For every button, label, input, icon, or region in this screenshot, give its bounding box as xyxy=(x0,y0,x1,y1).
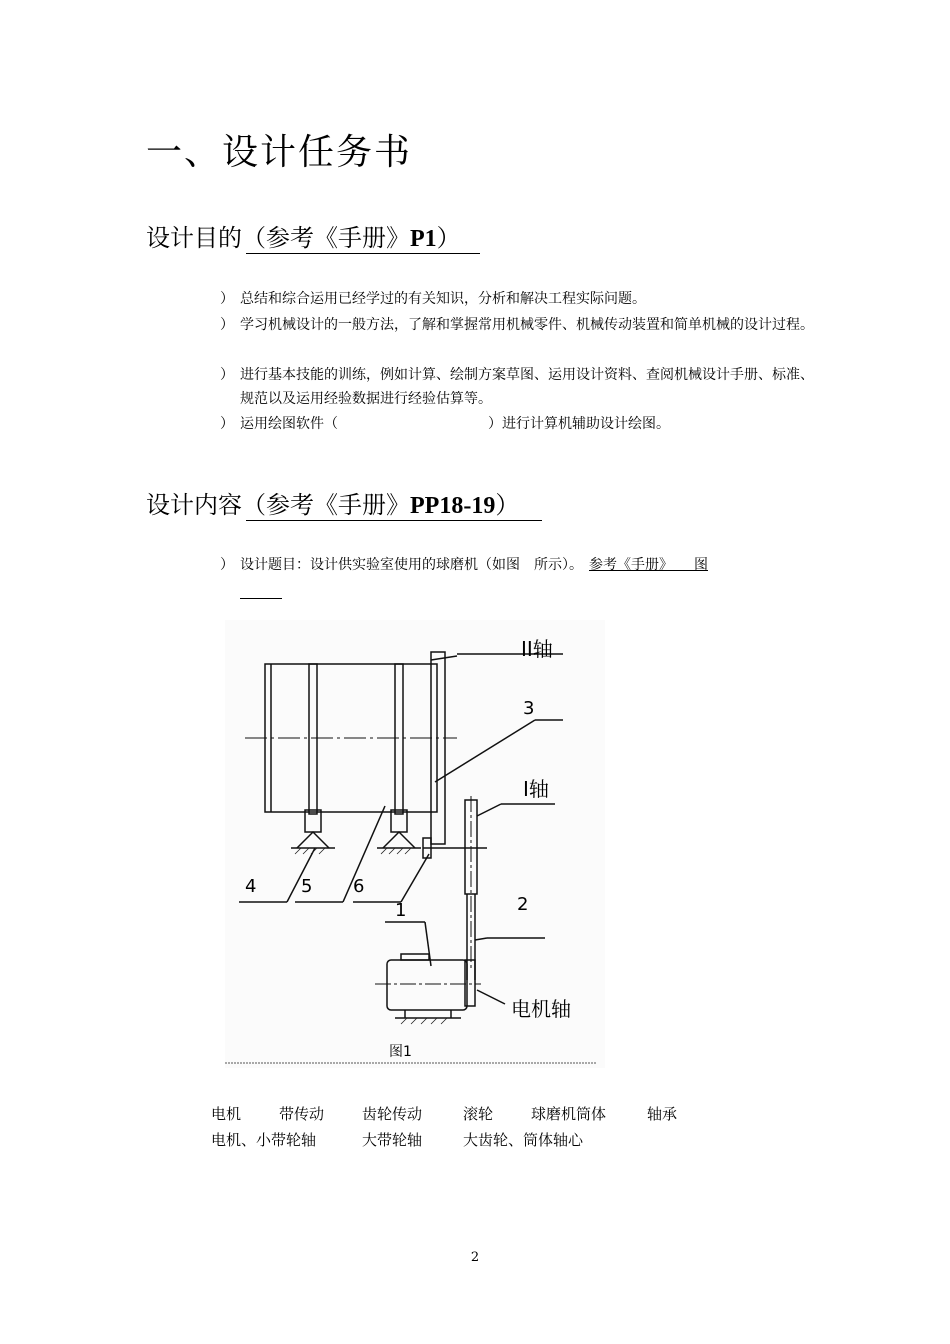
section-title-underline xyxy=(246,520,542,521)
label-num-6: 6 xyxy=(353,876,365,897)
label-num-3: 3 xyxy=(523,698,535,719)
legend-row-2 xyxy=(211,1129,811,1151)
section-title-content xyxy=(146,485,519,520)
design-task xyxy=(220,553,815,577)
item-text: 学习机械设计的一般方法，了解和掌握常用机械零件、机械传动装置和简单机械的设计过程。 xyxy=(240,317,814,333)
section-title-ref: PP18-19 xyxy=(410,493,496,519)
label-num-4: 4 xyxy=(245,876,257,897)
section-title-text: 设计目的（参考《手册》 xyxy=(146,224,410,252)
label-motor-shaft: 电机轴 xyxy=(511,997,571,1021)
purpose-item xyxy=(220,363,815,411)
item-marker: ） xyxy=(220,416,234,432)
legend-item: 轴承 xyxy=(647,1105,678,1123)
legend-item: 大带轮轴 xyxy=(362,1131,423,1149)
legend-item: 带传动 xyxy=(279,1105,325,1123)
purpose-item xyxy=(220,412,815,436)
ball-mill-figure xyxy=(225,620,605,1068)
legend-item: 电机、小带轮轴 xyxy=(211,1131,317,1149)
page-number: 2 xyxy=(470,1250,480,1265)
legend-item: 齿轮传动 xyxy=(362,1105,423,1123)
section-title-ref: P1 xyxy=(410,226,437,252)
task-text: 设计题目：设计供实验室使用的球磨机（如图 所示）。 xyxy=(240,557,583,573)
item-text: 总结和综合运用已经学过的有关知识，分析和解决工程实际问题。 xyxy=(240,291,646,307)
item-marker: ） xyxy=(220,557,234,573)
legend-row-1 xyxy=(211,1103,811,1125)
section-title-text: 设计内容（参考《手册》 xyxy=(146,491,410,519)
section-title-end: ） xyxy=(495,491,520,519)
page-heading: 一、设计任务书 xyxy=(146,132,413,173)
section-title-underline xyxy=(246,253,480,254)
item-marker: ） xyxy=(220,291,234,307)
legend-item: 电机 xyxy=(211,1105,242,1123)
item-text: ）进行计算机辅助设计绘图。 xyxy=(488,416,670,432)
figure-caption: 图1 xyxy=(389,1044,412,1060)
label-num-1: 1 xyxy=(395,900,407,921)
item-marker: ） xyxy=(220,317,234,333)
legend-item: 球磨机筒体 xyxy=(531,1105,607,1123)
item-marker: ） xyxy=(220,367,234,383)
purpose-item xyxy=(220,287,815,311)
task-underline-tail xyxy=(240,598,282,599)
label-shaft-i: I轴 xyxy=(523,777,549,801)
item-text: 运用绘图软件（ xyxy=(240,416,338,432)
item-text: 进行基本技能的训练，例如计算、绘制方案草图、运用设计资料、查阅机械设计手册、标准、规范以及运用经验数据进行经验估算等。 xyxy=(240,367,814,407)
section-title-end: ） xyxy=(436,224,461,252)
label-num-5: 5 xyxy=(301,876,313,897)
task-reference: 参考《手册》 图 xyxy=(589,557,708,573)
label-shaft-ii: II轴 xyxy=(521,637,553,661)
legend-item: 滚轮 xyxy=(463,1105,494,1123)
label-num-2: 2 xyxy=(517,894,529,915)
legend-item: 大齿轮、筒体轴心 xyxy=(463,1131,584,1149)
purpose-item xyxy=(220,313,815,337)
section-title-purpose xyxy=(146,218,461,253)
